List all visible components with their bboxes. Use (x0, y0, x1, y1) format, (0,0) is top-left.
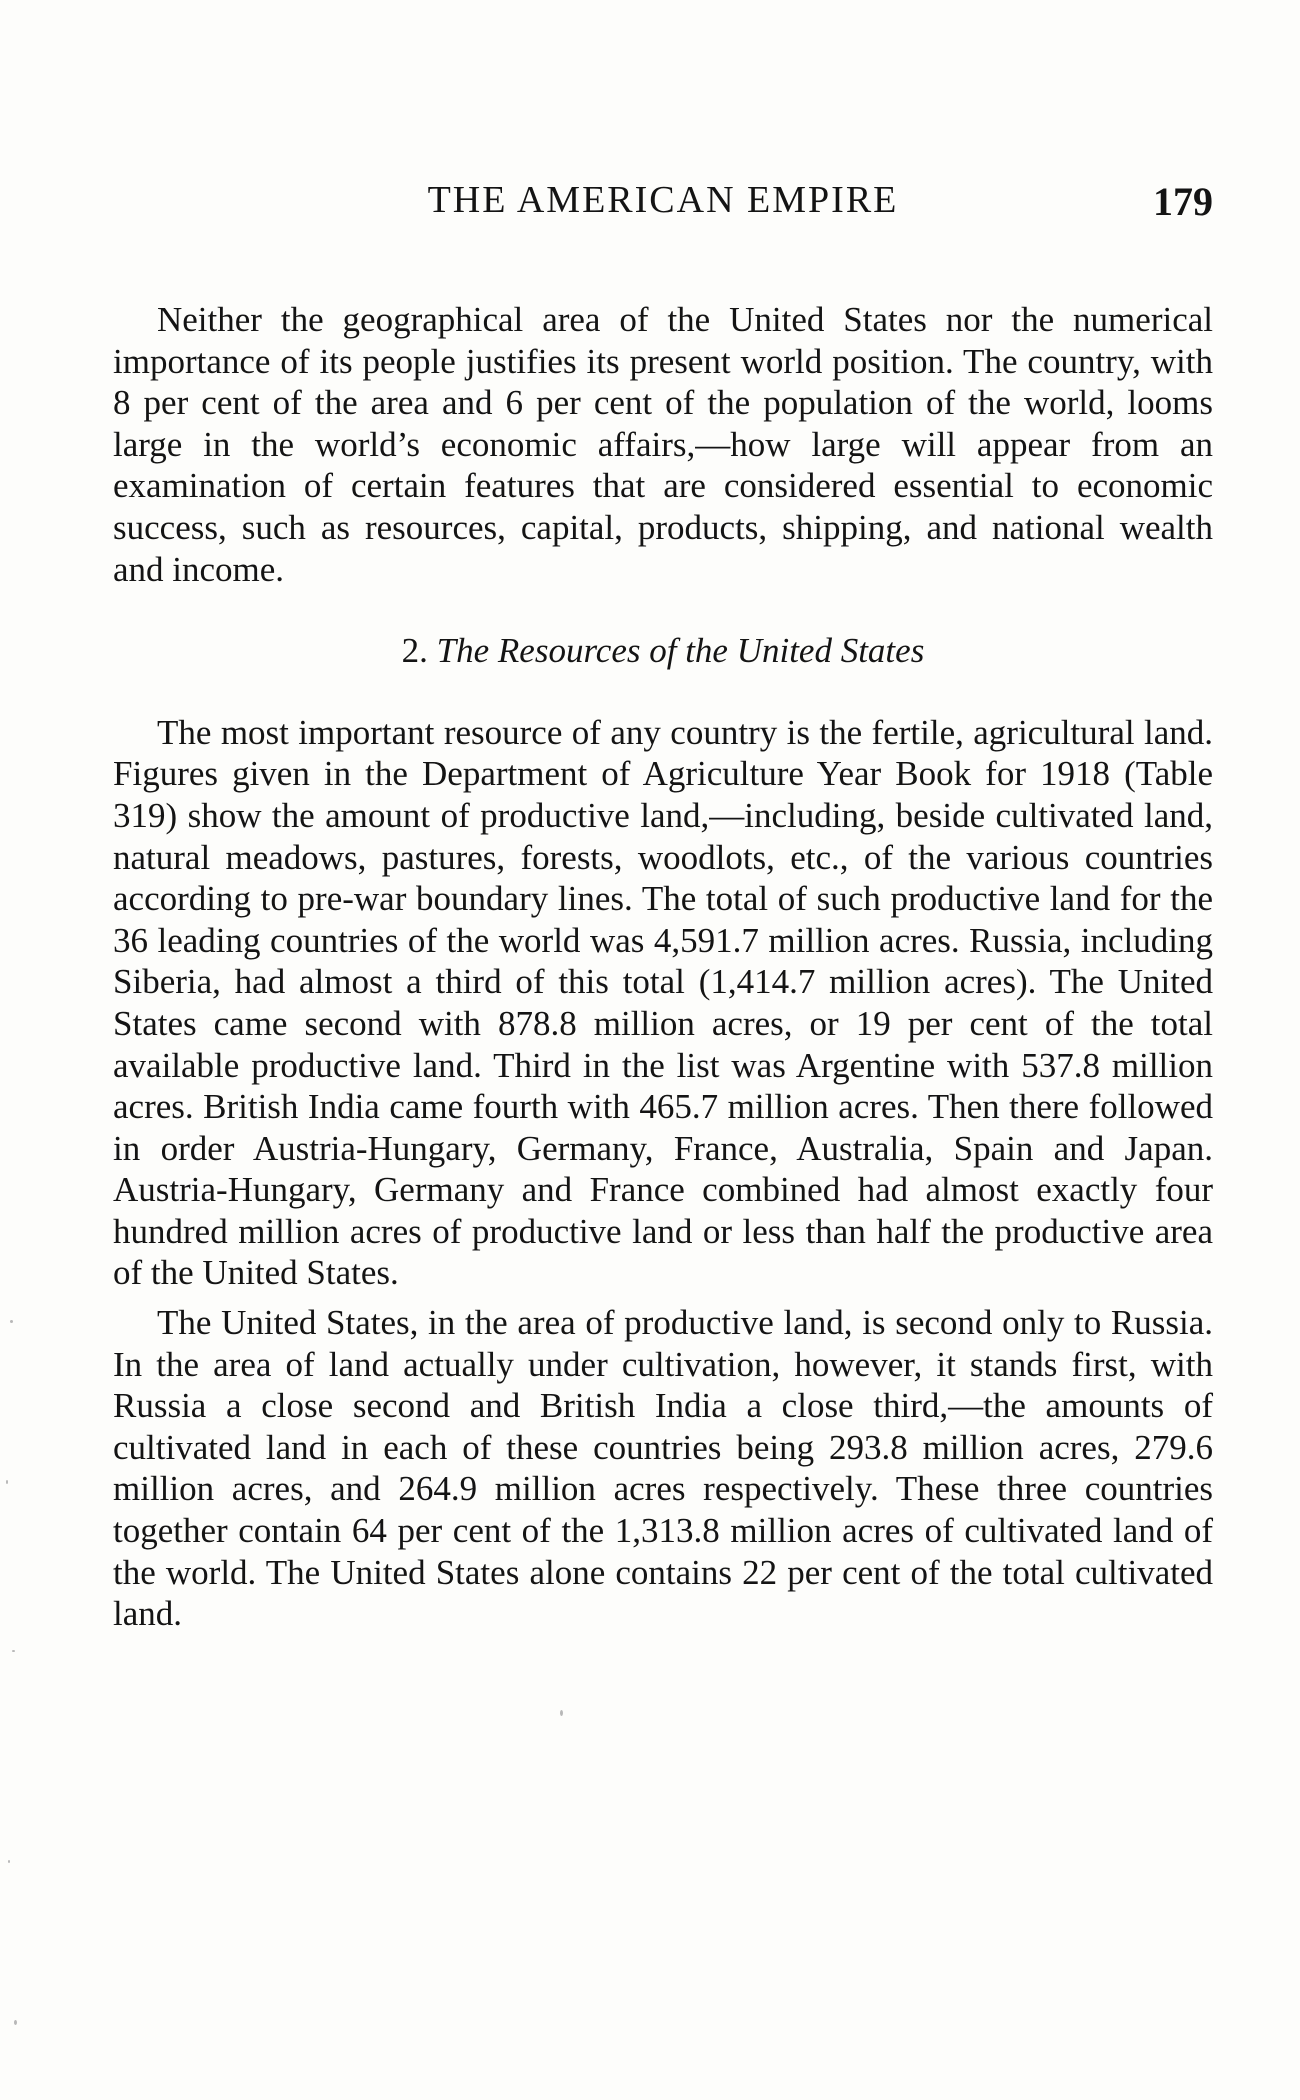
page-number: 179 (1153, 179, 1213, 224)
margin-speck (560, 1710, 563, 1716)
margin-speck (14, 2020, 17, 2025)
body-text (113, 299, 1213, 1635)
running-head: THE AMERICAN EMPIRE (427, 179, 899, 221)
section-number: 2. (401, 631, 428, 671)
page-header (113, 178, 1213, 228)
margin-speck (8, 1860, 10, 1863)
section-paragraph-2: The United States, in the area of productive land, is second only to Russia. In the area of land actually under cultivation, however, it stands first, with Russia a close second and British India a close third,—the amounts of cultivated land in each of these countries being 293.8 million acres, 279.6 million acres, and 264.9 million acres respectively. These three countries together contain 64 per cent of the 1,313.8 million acres of cultivated land of the world. The United States alone contains 22 per cent of the total cultivated land. (113, 1303, 1213, 1634)
intro-paragraph: Neither the geographical area of the United States nor the numerical importance of its people justifies its present world position. The country, with 8 per cent of the area and 6 per cent of the population of the world, looms large in the world’s economic affairs,—how large will appear from an examination of certain features that are considered essential to economic success, such as resources, capital, products, shipping, and national wealth and income. (113, 300, 1213, 589)
section-heading (113, 630, 1213, 672)
margin-speck (6, 1480, 8, 1484)
section-title: The Resources of the United States (436, 631, 925, 671)
paragraph-spacer (113, 1294, 1213, 1302)
margin-speck (10, 1320, 13, 1323)
section-paragraph-1: The most important resource of any country is the fertile, agricultural land. Figures given in the Department of Agriculture Year Book for 1918 (Table 319) show the amount of productive land,—including, beside cultivated land, natural meadows, pastures, forests, woodlots, etc., of the various countries according to pre-war boundary lines. The total of such productive land for the 36 leading countries of the world was 4,591.7 million acres. Russia, including Siberia, had almost a third of this total (1,414.7 million acres). The United States came second with 878.8 million acres, or 19 per cent of the total available productive land. Third in the list was Argentine with 537.8 million acres. British India came fourth with 465.7 million acres. Then there followed in order Austria-Hungary, Germany, France, Australia, Spain and Japan. Austria-Hungary, Germany and France combined had almost exactly four hundred million acres of productive land or less than half the productive area of the United States. (113, 712, 1213, 1293)
margin-speck (12, 1650, 15, 1652)
